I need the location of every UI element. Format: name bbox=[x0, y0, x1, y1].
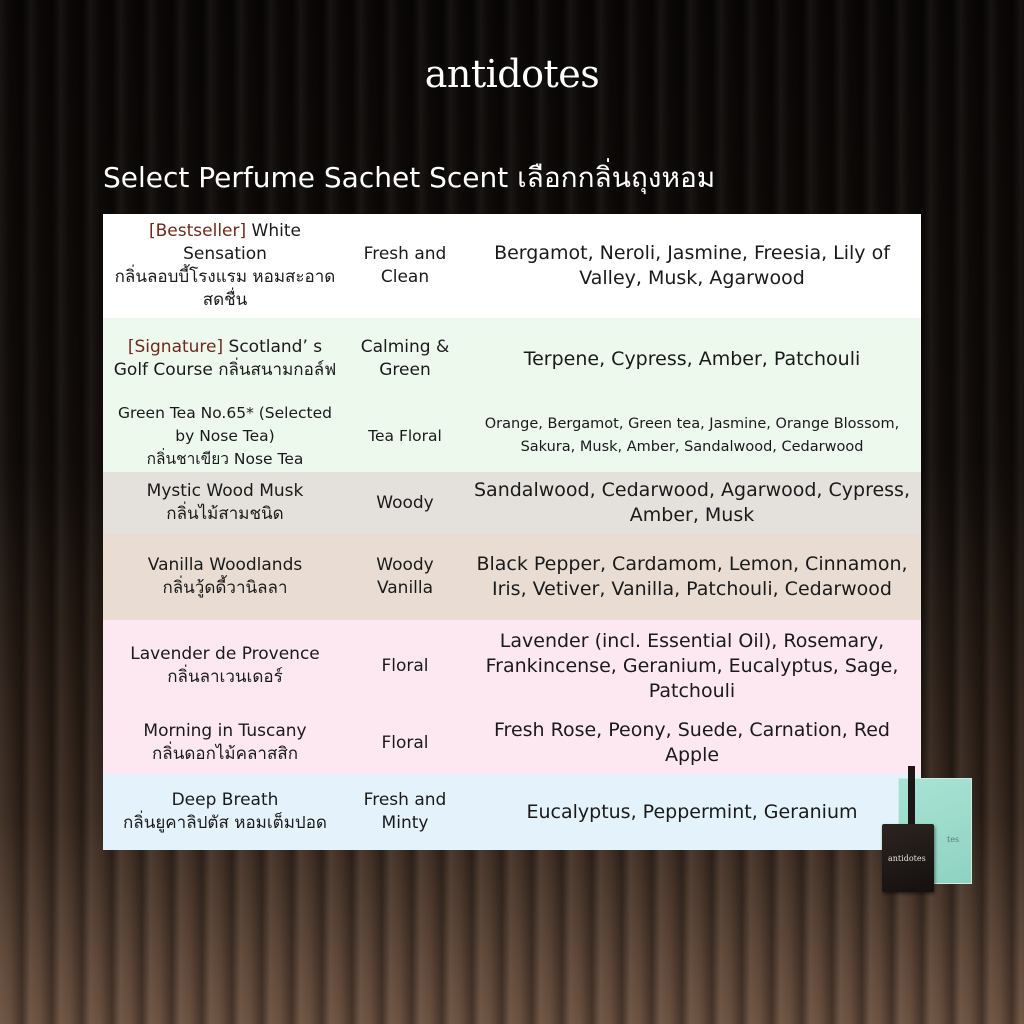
box-label: tes bbox=[947, 835, 960, 844]
scent-family: Tea Floral bbox=[368, 426, 442, 445]
sachet-strap bbox=[908, 766, 915, 828]
scent-thai-name: กลิ่นยูคาลิปตัส หอมเต็มปอด bbox=[123, 813, 327, 833]
brand-logo: antidotes bbox=[424, 52, 600, 96]
scent-name: Green Tea No.65* (Selected by Nose Tea) bbox=[117, 403, 333, 445]
table-row bbox=[103, 214, 921, 318]
scent-notes: Orange, Bergamot, Green tea, Jasmine, Orange Blossom, Sakura, Musk, Amber, Sandalwood, Cedarwood bbox=[484, 416, 900, 455]
scent-family: Woody bbox=[376, 492, 434, 513]
scent-name-cell bbox=[103, 720, 347, 766]
scent-table bbox=[103, 214, 921, 850]
scent-notes: Sandalwood, Cedarwood, Agarwood, Cypress, Amber, Musk bbox=[474, 479, 910, 526]
scent-notes: Bergamot, Neroli, Jasmine, Freesia, Lily of Valley, Musk, Agarwood bbox=[494, 242, 890, 289]
scent-name: White Sensation bbox=[183, 221, 301, 264]
scent-name: Mystic Wood Musk bbox=[146, 481, 304, 501]
scent-family: Floral bbox=[381, 732, 429, 753]
scent-name: Lavender de Provence bbox=[130, 644, 320, 664]
scent-thai-name: กลิ่นลอบบี้โรงแรม หอมสะอาดสดชื่น bbox=[114, 267, 336, 310]
sachet-bag bbox=[882, 824, 934, 892]
table-row bbox=[103, 774, 921, 850]
scent-thai-name: กลิ่นวู้ดดี้วานิลลา bbox=[162, 578, 288, 598]
scent-thai-name: กลิ่นไม้สามชนิด bbox=[166, 504, 284, 524]
page-title: Select Perfume Sachet Scent เลือกกลิ่นถุงหอม bbox=[103, 161, 716, 194]
scent-name: Deep Breath bbox=[171, 790, 279, 810]
table-row bbox=[103, 400, 921, 472]
scent-notes: Eucalyptus, Peppermint, Geranium bbox=[526, 800, 858, 823]
table-row bbox=[103, 620, 921, 712]
scent-name-cell bbox=[103, 220, 347, 312]
scent-name-cell bbox=[103, 480, 347, 526]
table-row bbox=[103, 472, 921, 534]
scent-notes: Lavender (incl. Essential Oil), Rosemary, Frankincense, Geranium, Eucalyptus, Sage, Patchouli bbox=[485, 629, 899, 702]
scent-name: Morning in Tuscany bbox=[143, 721, 307, 741]
scent-notes: Terpene, Cypress, Amber, Patchouli bbox=[523, 347, 861, 370]
scent-notes: Black Pepper, Cardamom, Lemon, Cinnamon, Iris, Vetiver, Vanilla, Patchouli, Cedarwood bbox=[476, 553, 908, 600]
table-row bbox=[103, 318, 921, 400]
scent-name-cell bbox=[103, 402, 347, 471]
scent-name-cell bbox=[103, 643, 347, 689]
scent-thai-name: กลิ่นดอกไม้คลาสสิก bbox=[151, 744, 298, 764]
table-row bbox=[103, 712, 921, 774]
scent-thai-name: กลิ่นลาเวนเดอร์ bbox=[167, 667, 283, 687]
scent-family: Calming & Green bbox=[360, 337, 450, 380]
scent-family: Fresh and Clean bbox=[363, 244, 447, 287]
scent-name-cell bbox=[103, 336, 347, 382]
scent-family: Floral bbox=[381, 655, 429, 676]
signature-tag: [Signature] bbox=[127, 337, 224, 357]
scent-name-cell bbox=[103, 554, 347, 600]
scent-name-cell bbox=[103, 789, 347, 835]
bag-label: antidotes bbox=[888, 854, 926, 863]
scent-name: Scotland’ s Golf Course กลิ่นสนามกอล์ฟ bbox=[113, 337, 337, 380]
bestseller-tag: [Bestseller] bbox=[149, 221, 247, 241]
scent-name: Vanilla Woodlands bbox=[147, 555, 303, 575]
table-row bbox=[103, 534, 921, 620]
scent-family: Woody Vanilla bbox=[376, 555, 434, 598]
scent-family: Fresh and Minty bbox=[363, 790, 447, 833]
scent-notes: Fresh Rose, Peony, Suede, Carnation, Red Apple bbox=[494, 719, 890, 766]
scent-thai-name: กลิ่นชาเขียว Nose Tea bbox=[146, 449, 304, 468]
sachet-product-image bbox=[880, 766, 972, 896]
